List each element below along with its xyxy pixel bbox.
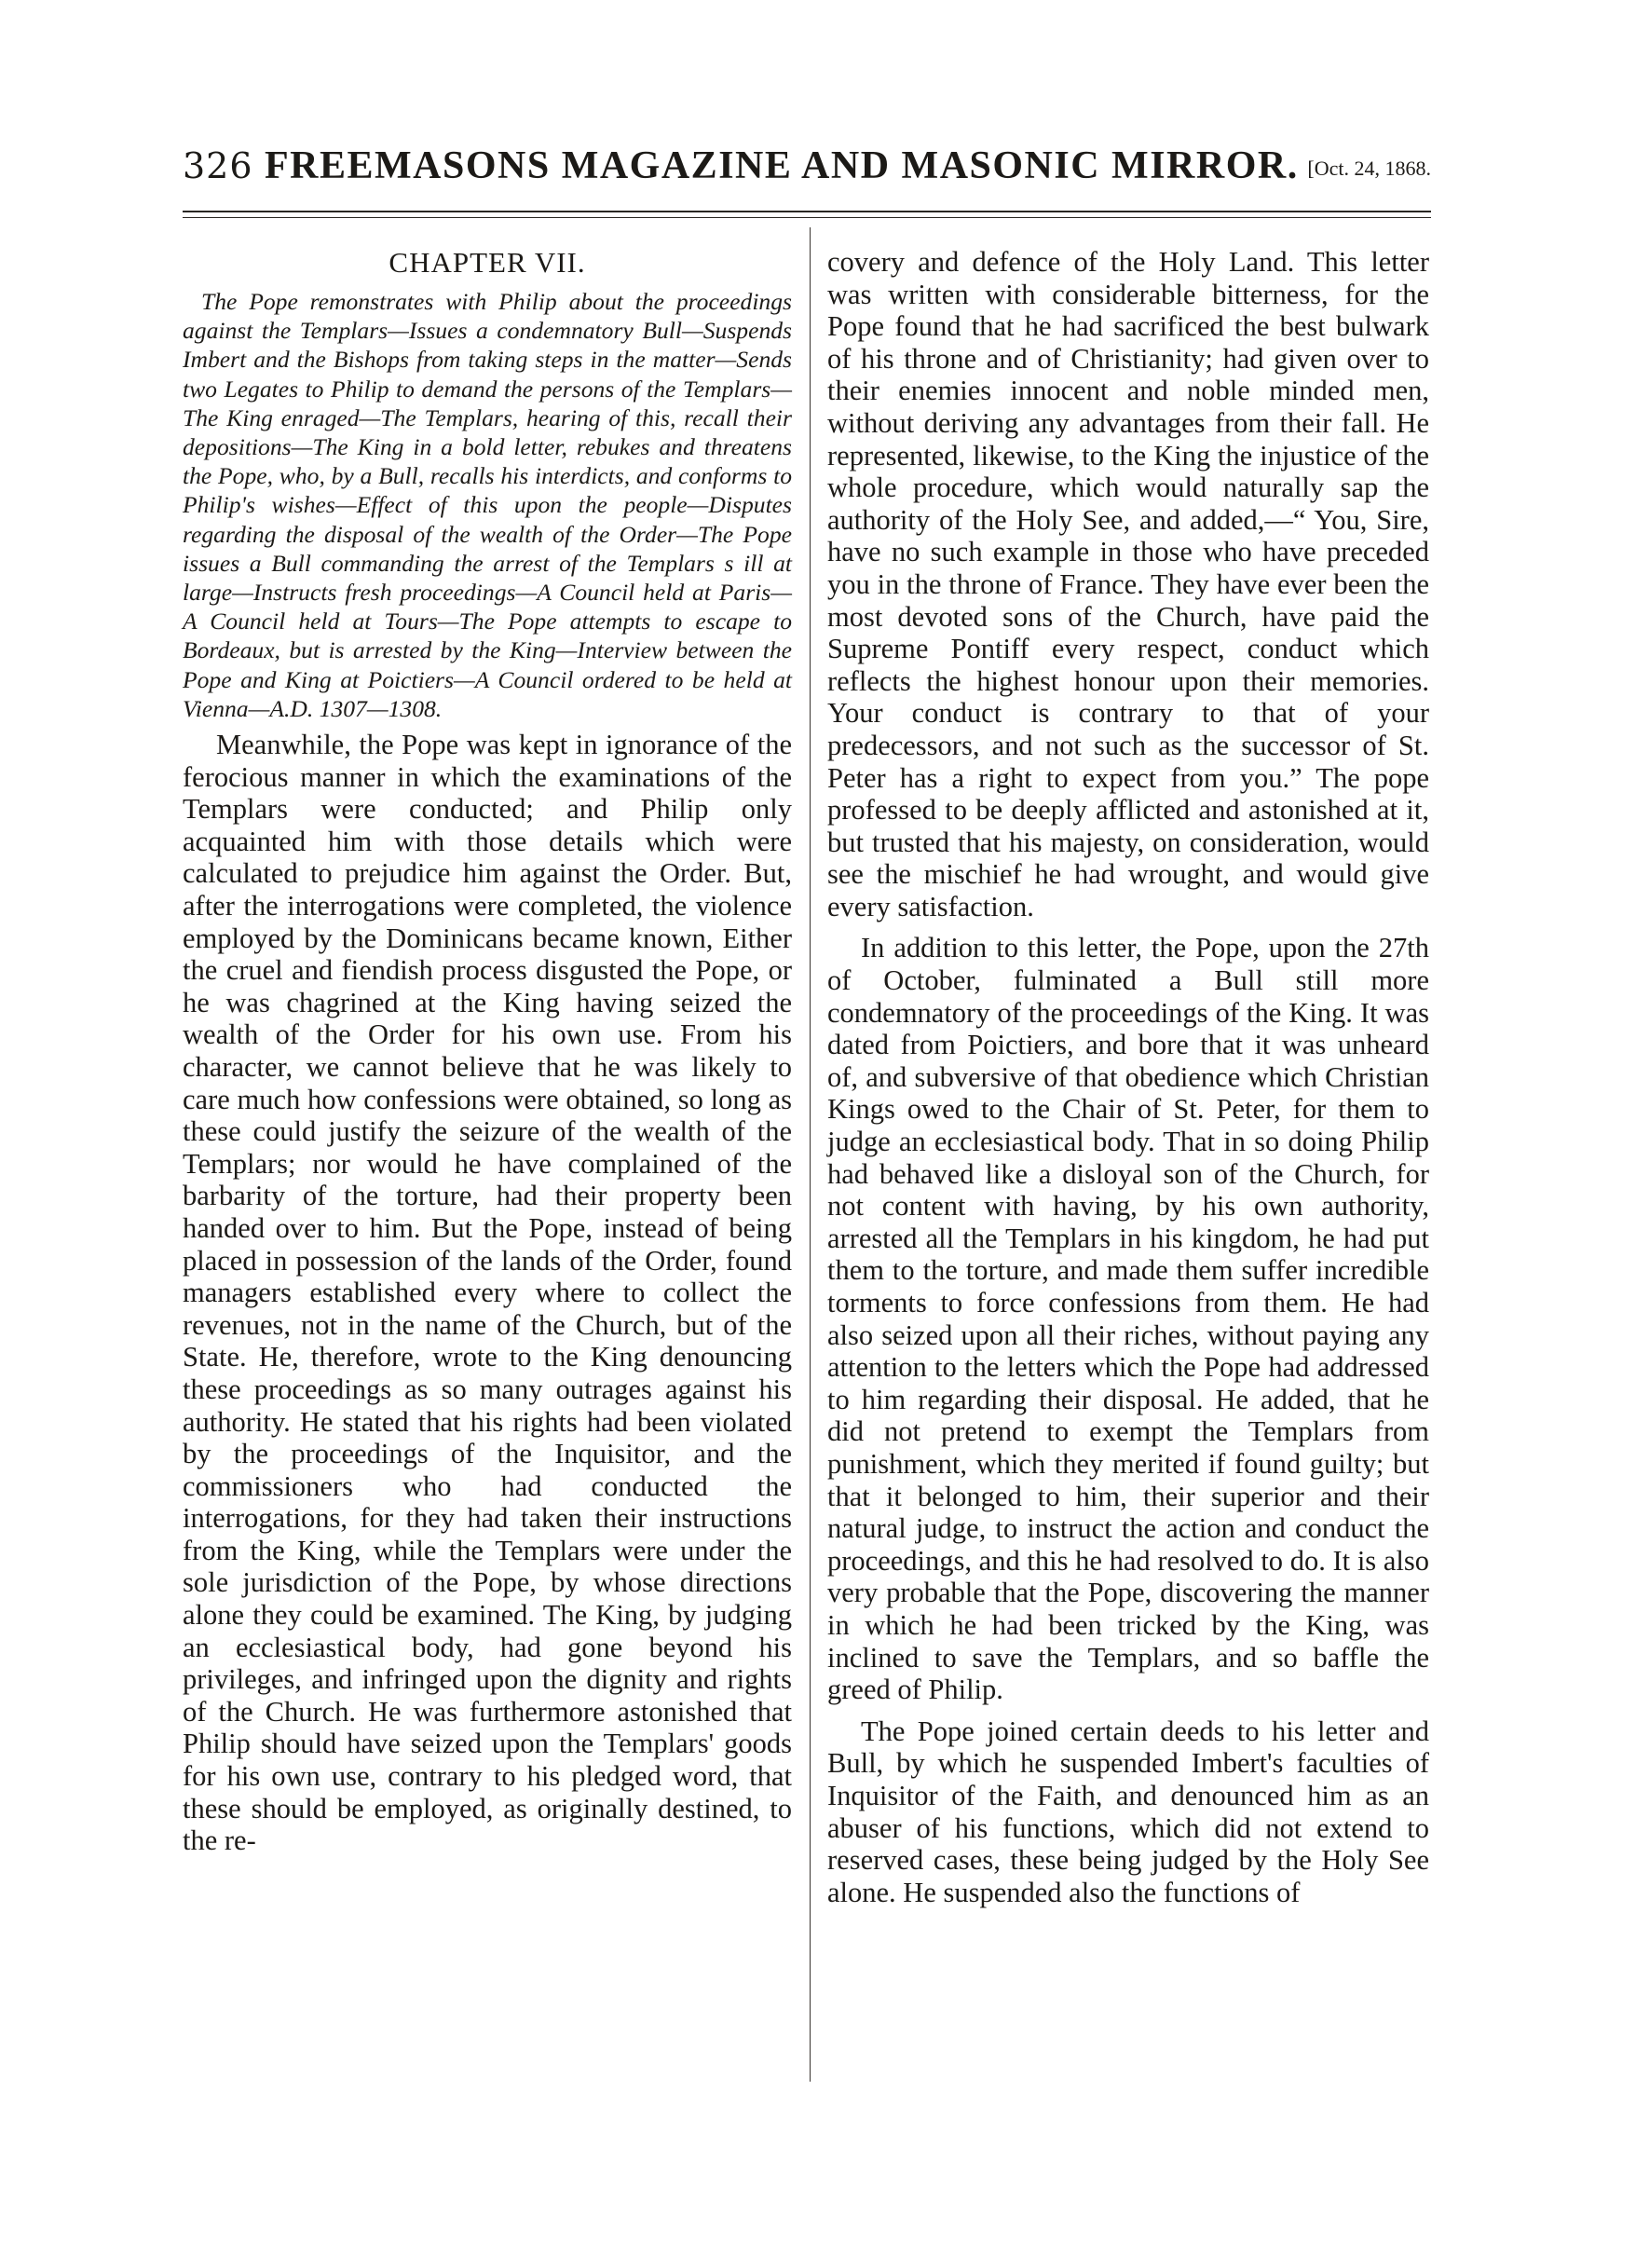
header-rule (183, 211, 1431, 212)
issue-date: [Oct. 24, 1868. (1307, 157, 1431, 180)
right-column (827, 246, 1429, 1908)
column-divider (810, 227, 811, 2082)
chapter-summary: The Pope remonstrates with Philip about the proceedings against the Templars—Issues a condemnatory Bull—Suspends Imbert and the Bishops from taking steps in the matter—Sends two Legates to Philip to demand the persons of the Templars—The King enraged—The Templars, hearing of this, recall their depositions—The King in a bold letter, rebukes and threatens the Pope, who, by a Bull, recalls his interdicts, and conforms to Philip's wishes—Effect of this upon the people—Disputes regarding the disposal of the wealth of the Order—The Pope issues a Bull commanding the arrest of the Templars s ill at large—Instructs fresh proceedings—A Council held at Paris—A Council held at Tours—The Pope attempts to escape to Bordeaux, but is arrested by the King—Interview between the Pope and King at Poictiers—A Council ordered to be held at Vienna—A.D. 1307—1308. (183, 288, 792, 722)
chapter-heading: CHAPTER VII. (389, 246, 586, 279)
body-paragraph: covery and defence of the Holy Land. This letter was written with considerable bitterness, for the Pope found that he had sacrificed the best bulwark of his throne and of Christianity; had given over to their enemies innocent and noble minded men, without deriving any advantages from their fall. He represented, likewise, to the King the injustice of the whole procedure, which would naturally sap the authority of the Holy See, and added,—“ You, Sire, have no such example in those who have preceded you in the throne of France. They have ever been the most devoted sons of the Church, have paid the Supreme Pontiff every respect, conduct which reflects the highest honour upon their memories. Your conduct is contrary to that of your predecessors, and not such as the successor of St. Peter has a right to expect from you.” The pope professed to be deeply afflicted and astonished at it, but trusted that his majesty, on consideration, would see the mischief he had wrought, and would give every satisfaction. (827, 246, 1429, 922)
header-rule-thin (183, 217, 1431, 218)
body-paragraph: In addition to this letter, the Pope, upon the 27th of October, fulminated a Bull still more condemnatory of the proceedings of the King. It was dated from Poictiers, and bore that it was unheard of, and subversive of that obedience which Christian Kings owed to the Chair of St. Peter, for them to judge an ecclesiastical body. That in so doing Philip had behaved like a disloyal son of the Church, for not content with having, by his own authority, arrested all the Templars in his kingdom, he had put them to the torture, and made them suffer incredible torments to force confessions from them. He had also seized upon all their riches, without paying any attention to the letters which the Pope had addressed to him regarding their disposal. He added, that he did not pretend to exempt the Templars from punishment, which they merited if found guilty; but that it belonged to him, their superior and their natural judge, to instruct the action and conduct the proceedings, and this he had resolved to do. It is also very probable that the Pope, discovering the manner in which he had been tricked by the King, was inclined to save the Templars, and so baffle the greed of Philip. (827, 932, 1429, 1706)
journal-title: FREEMASONS MAGAZINE AND MASONIC MIRROR. (265, 144, 1299, 187)
body-paragraph: The Pope joined certain deeds to his letter and Bull, by which he suspended Imbert's faculties of Inquisitor of the Faith, and denounced him as an abuser of his functions, which did not extend to reserved cases, these being judged by the Holy See alone. He suspended also the functions of (827, 1715, 1429, 1908)
left-column (183, 246, 792, 1857)
page-header (183, 138, 1431, 198)
page-number: 326 (183, 145, 253, 186)
body-paragraph: Meanwhile, the Pope was kept in ignorance of the ferocious manner in which the examinations of the Templars were conducted; and Philip only acquainted him with those details which were calculated to prejudice him against the Order. But, after the interrogations were completed, the violence employed by the Dominicans became known, Either the cruel and fiendish process disgusted the Pope, or he was chagrined at the King having seized the wealth of the Order for his own use. From his character, we cannot believe that he was likely to care much how confessions were obtained, so long as these could justify the seizure of the wealth of the Templars; nor would he have complained of the barbarity of the torture, had their property been handed over to him. But the Pope, instead of being placed in possession of the lands of the Order, found managers established every where to collect the revenues, not in the name of the Church, but of the State. He, therefore, wrote to the King denouncing these proceedings as so many outrages against his authority. He stated that his rights had been violated by the proceedings of the Inquisitor, and the commissioners who had conducted the interrogations, for they had taken their instructions from the King, while the Templars were under the sole jurisdiction of the Pope, by whose directions alone they could be examined. The King, by judging an ecclesiastical body, had gone beyond his privileges, and infringed upon the dignity and rights of the Church. He was furthermore astonished that Philip should have seized upon the Templars' goods for his own use, contrary to his pledged word, that these should be employed, as originally destined, to the re- (183, 729, 792, 1857)
